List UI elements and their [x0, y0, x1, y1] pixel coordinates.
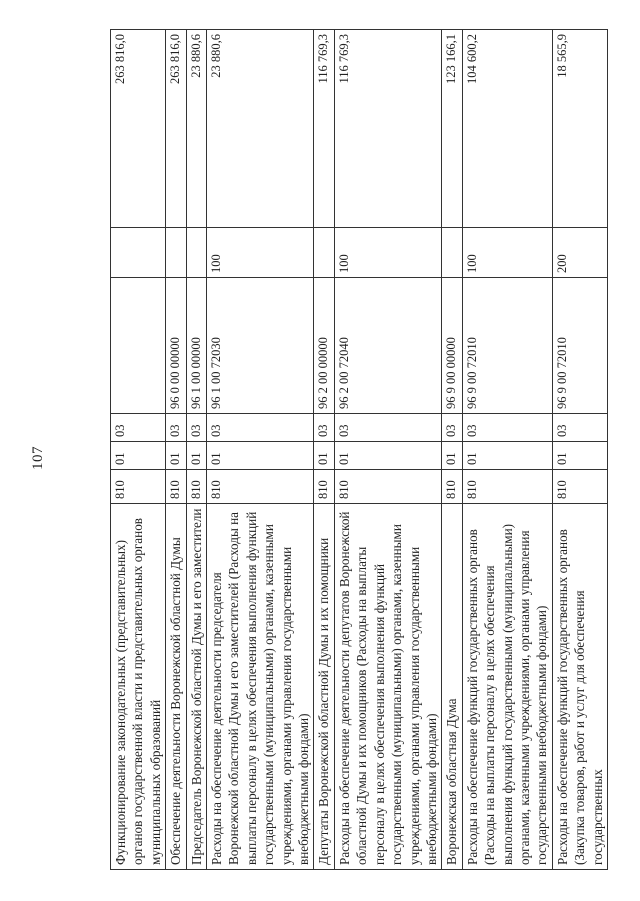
- expense-type-cell: 100: [207, 228, 314, 278]
- target-code-cell: 96 0 00 00000: [166, 278, 186, 414]
- section-code-cell: 01: [186, 442, 206, 470]
- section-code-cell: 01: [314, 442, 334, 470]
- subsection-code-cell: 03: [186, 414, 206, 442]
- ministry-code-cell: 810: [442, 470, 462, 504]
- subsection-code-cell: 03: [166, 414, 186, 442]
- table-row: [552, 30, 607, 870]
- amount-cell: 116 769,3: [334, 30, 441, 228]
- table-row: [207, 30, 314, 870]
- amount-cell: 18 565,9: [552, 30, 607, 228]
- expense-type-cell: 100: [334, 228, 441, 278]
- row-name-cell: Расходы на обеспечение деятельности депутатов Воронежской областной Думы и их помощников (Расходы на выплаты персоналу в целях обеспечения выполнения функций государственными (муниципальными) органами, казенными учреждениями, органами управления государственными внебюджетными фондами): [334, 504, 441, 870]
- table-row: [442, 30, 462, 870]
- amount-cell: 23 880,6: [207, 30, 314, 228]
- target-code-cell: 96 2 00 00000: [314, 278, 334, 414]
- ministry-code-cell: 810: [552, 470, 607, 504]
- subsection-code-cell: 03: [314, 414, 334, 442]
- table-row: [314, 30, 334, 870]
- row-name-cell: Депутаты Воронежской областной Думы и их помощники: [314, 504, 334, 870]
- row-name-cell: Расходы на обеспечение деятельности председателя Воронежской областной Думы и его заместителей (Расходы на выплаты персоналу в целях обеспечения выполнения функций государственными (муниципальными) органами, казенными учреждениями, органами управления государственными внебюджетными фондами): [207, 504, 314, 870]
- expense-type-cell: [111, 228, 166, 278]
- subsection-code-cell: 03: [442, 414, 462, 442]
- section-code-cell: 01: [462, 442, 552, 470]
- ministry-code-cell: 810: [314, 470, 334, 504]
- table-row: [334, 30, 441, 870]
- amount-cell: 104 600,2: [462, 30, 552, 228]
- budget-table-sheet: [110, 30, 612, 870]
- row-name-cell: Воронежская областная Дума: [442, 504, 462, 870]
- row-name-cell: Расходы на обеспечение функций государственных органов (Расходы на выплаты персоналу в целях обеспечения выполнения функций государственными (муниципальными) органами, казенными учреждениями, органами управления государственными внебюджетными фондами): [462, 504, 552, 870]
- target-code-cell: 96 2 00 72040: [334, 278, 441, 414]
- section-code-cell: 01: [552, 442, 607, 470]
- subsection-code-cell: 03: [462, 414, 552, 442]
- table-row: [111, 30, 166, 870]
- table-row: [462, 30, 552, 870]
- target-code-cell: 96 9 00 72010: [462, 278, 552, 414]
- row-name-cell: Обеспечение деятельности Воронежской областной Думы: [166, 504, 186, 870]
- subsection-code-cell: 03: [552, 414, 607, 442]
- ministry-code-cell: 810: [207, 470, 314, 504]
- ministry-code-cell: 810: [186, 470, 206, 504]
- section-code-cell: 01: [111, 442, 166, 470]
- ministry-code-cell: 810: [462, 470, 552, 504]
- row-name-cell: Председатель Воронежской областной Думы и его заместители: [186, 504, 206, 870]
- expense-type-cell: 200: [552, 228, 607, 278]
- row-name-cell: Функционирование законодательных (представительных) органов государственной власти и представительных органов муниципальных образований: [111, 504, 166, 870]
- ministry-code-cell: 810: [334, 470, 441, 504]
- row-name-cell: Расходы на обеспечение функций государственных органов (Закупка товаров, работ и услуг для обеспечения государственных: [552, 504, 607, 870]
- subsection-code-cell: 03: [111, 414, 166, 442]
- target-code-cell: 96 1 00 72030: [207, 278, 314, 414]
- expense-type-cell: [442, 228, 462, 278]
- expense-type-cell: 100: [462, 228, 552, 278]
- expense-type-cell: [186, 228, 206, 278]
- target-code-cell: 96 1 00 00000: [186, 278, 206, 414]
- section-code-cell: 01: [166, 442, 186, 470]
- amount-cell: 263 816,0: [166, 30, 186, 228]
- ministry-code-cell: 810: [166, 470, 186, 504]
- table-row: [186, 30, 206, 870]
- page-number: 107: [30, 446, 46, 470]
- table-row: [166, 30, 186, 870]
- section-code-cell: 01: [334, 442, 441, 470]
- budget-table: [110, 29, 608, 870]
- target-code-cell: [111, 278, 166, 414]
- ministry-code-cell: 810: [111, 470, 166, 504]
- amount-cell: 123 166,1: [442, 30, 462, 228]
- expense-type-cell: [166, 228, 186, 278]
- section-code-cell: 01: [207, 442, 314, 470]
- section-code-cell: 01: [442, 442, 462, 470]
- amount-cell: 263 816,0: [111, 30, 166, 228]
- subsection-code-cell: 03: [334, 414, 441, 442]
- target-code-cell: 96 9 00 00000: [442, 278, 462, 414]
- amount-cell: 116 769,3: [314, 30, 334, 228]
- amount-cell: 23 880,6: [186, 30, 206, 228]
- subsection-code-cell: 03: [207, 414, 314, 442]
- expense-type-cell: [314, 228, 334, 278]
- target-code-cell: 96 9 00 72010: [552, 278, 607, 414]
